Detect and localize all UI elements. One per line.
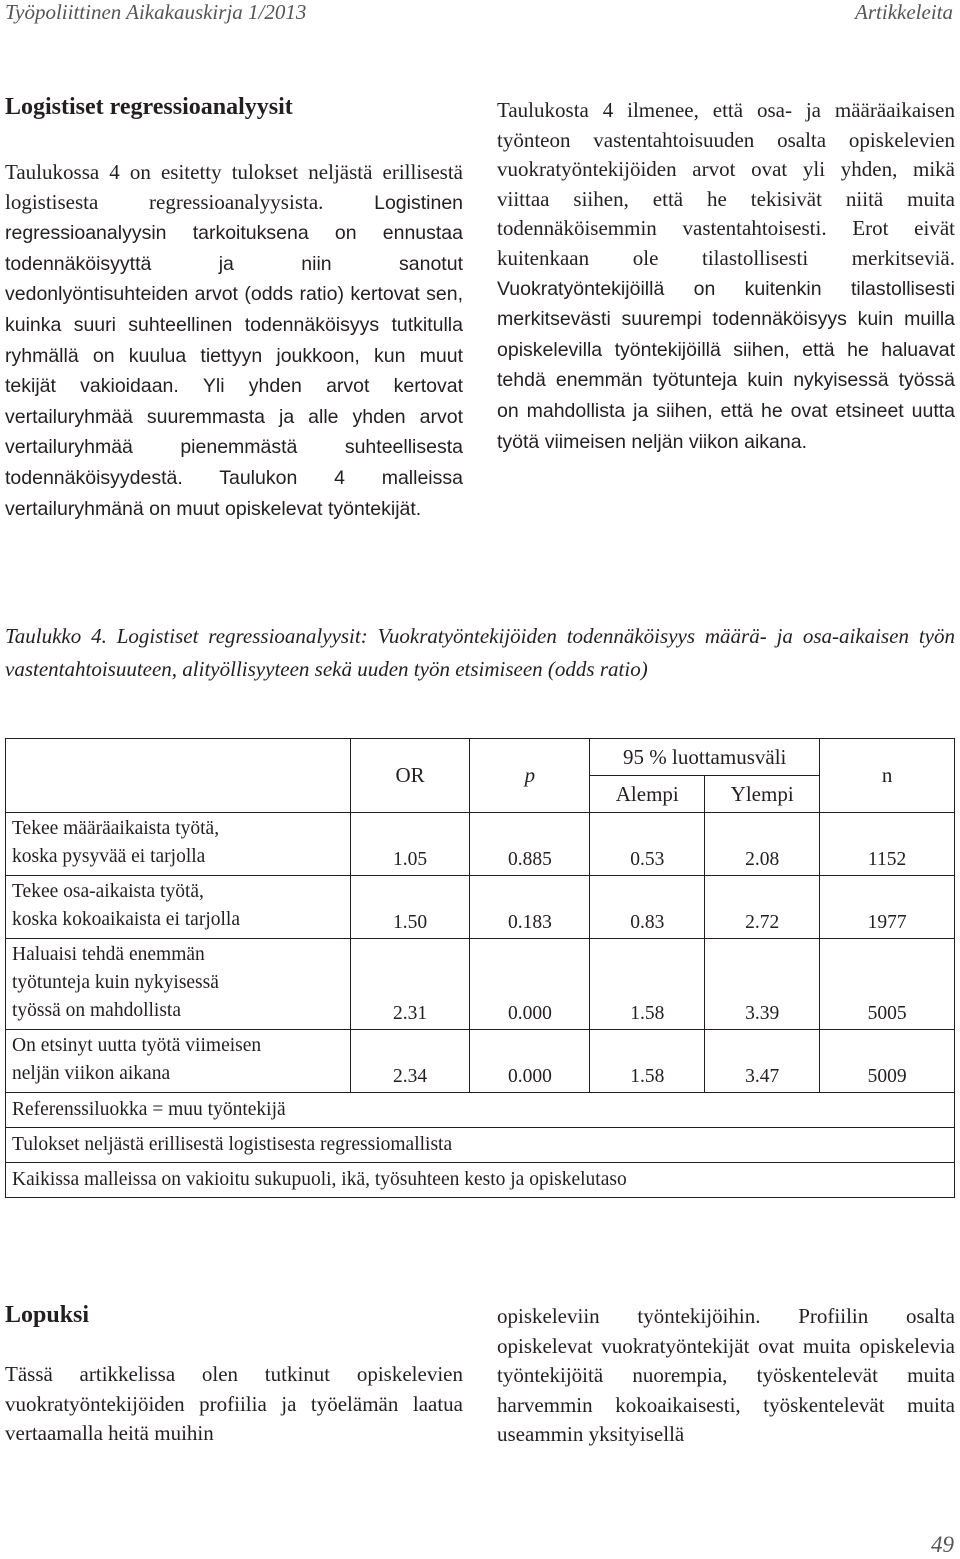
- cell-n: 5009: [820, 1030, 955, 1093]
- page-number: 49: [931, 1532, 954, 1557]
- journal-title: Työpoliittinen Aikakauskirja 1/2013: [5, 0, 307, 24]
- results-table: [5, 738, 955, 1198]
- header-p: p: [470, 739, 590, 813]
- table-row: [6, 1030, 955, 1093]
- section1-right-text-c: Vuokratyöntekijöillä on kuitenkin tilastollisesti merkitsevästi suurempi todennäköisyys kuin muilla opiskelevilla työntekijöillä siihen, että he haluavat tehdä enemmän työtunteja kuin nykyisessä työssä on mahdollista ja siihen, että he ovat etsineet uutta työtä viimeisen neljän viikon aikana.: [497, 277, 955, 453]
- cell-or: 2.34: [350, 1030, 470, 1093]
- section1-right-column: [497, 96, 955, 457]
- section1-title: Logistiset regressioanalyysit: [5, 94, 293, 120]
- cell-upper: 3.39: [705, 939, 820, 1030]
- cell-upper: 2.72: [705, 876, 820, 939]
- cell-or: 1.50: [350, 876, 470, 939]
- section1-text-a: Taulukossa 4 on esitetty tulokset neljästä erillisestä logistisesta regressioanalyysista.: [5, 160, 463, 214]
- header-empty-cell: [6, 739, 351, 813]
- cell-or: 2.31: [350, 939, 470, 1030]
- table-note-row: [6, 1093, 955, 1128]
- section-name: Artikkeleita: [855, 0, 953, 24]
- section1-right-text-b: Erot eivät kuitenkaan ole tilastollisesti merkitseviä.: [497, 216, 955, 270]
- cell-p: 0.000: [470, 1030, 590, 1093]
- cell-upper: 2.08: [705, 813, 820, 876]
- table-caption: Taulukko 4. Logistiset regressioanalyysit: Vuokratyöntekijöiden todennäköisyys määrä- ja osa-aikaisen työn vastentahtoisuuteen, alityöllisyyteen sekä uuden työn etsimiseen (odds ratio): [5, 624, 955, 681]
- header-upper: Ylempi: [705, 776, 820, 813]
- section1-text-b: Logistinen regressioanalyysin tarkoituksena on ennustaa todennäköisyyttä ja niin sanotut vedonlyöntisuhteiden arvot (odds ratio) kertovat sen, kuinka suuri suhteellinen todennäköisyys tutkitulla ryhmällä on kuulua tiettyyn joukkoon, kun muut tekijät vakioidaan.: [5, 191, 464, 398]
- section1-right-text-a: Taulukosta 4 ilmenee, että osa- ja määräaikaisen työnteon vastentahtoisuuden osalta opiskelevien vuokratyöntekijöiden arvot ovat yli yhden, mikä viittaa siihen, että he tekisivät niitä muita todennäköisemmin vastentahtoisesti.: [497, 98, 955, 241]
- row-label: Haluaisi tehdä enemmän työtunteja kuin nykyisessä työssä on mahdollista: [6, 939, 351, 1030]
- header-lower: Alempi: [590, 776, 705, 813]
- section2-right-text: opiskeleviin työntekijöihin. Profiilin osalta opiskelevat vuokratyöntekijät ovat muita opiskelevia työntekijöitä nuorempia, työskentelevät muita harvemmin kokoaikaisesti, työskentelevät muita useammin yksityisellä: [497, 1304, 955, 1447]
- cell-lower: 0.83: [590, 876, 705, 939]
- cell-p: 0.885: [470, 813, 590, 876]
- table-note-controls: Kaikissa malleissa on vakioitu sukupuoli, ikä, työsuhteen kesto ja opiskelutaso: [6, 1163, 955, 1198]
- cell-n: 5005: [820, 939, 955, 1030]
- cell-n: 1977: [820, 876, 955, 939]
- section2-right-column: [497, 1302, 955, 1450]
- cell-p: 0.183: [470, 876, 590, 939]
- row-label: Tekee osa-aikaista työtä, koska kokoaikaista ei tarjolla: [6, 876, 351, 939]
- running-header: [5, 0, 953, 26]
- table-note-reference: Referenssiluokka = muu työntekijä: [6, 1093, 955, 1128]
- section1-text-c: Yli yhden arvot kertovat vertailuryhmää suuremmasta ja alle yhden arvot vertailuryhmää pienemmästä suhteellisesta todennäköisyydestä. Taulukon 4 malleissa vertailuryhmänä on muut opiskelevat työntekijät.: [5, 375, 464, 520]
- section2-title: Lopuksi: [5, 1302, 90, 1328]
- table-row: [6, 939, 955, 1030]
- row-label: Tekee määräaikaista työtä, koska pysyvää ei tarjolla: [6, 813, 351, 876]
- table-note-models: Tulokset neljästä erillisestä logistisesta regressiomallista: [6, 1128, 955, 1163]
- cell-lower: 1.58: [590, 1030, 705, 1093]
- cell-lower: 0.53: [590, 813, 705, 876]
- header-n: n: [820, 739, 955, 813]
- header-ci: 95 % luottamusväli: [590, 739, 820, 776]
- cell-upper: 3.47: [705, 1030, 820, 1093]
- cell-n: 1152: [820, 813, 955, 876]
- section2-left-column: [5, 1300, 463, 1449]
- table-row: [6, 876, 955, 939]
- row-label: On etsinyt uutta työtä viimeisen neljän viikon aikana: [6, 1030, 351, 1093]
- section2-left-text: Tässä artikkelissa olen tutkinut opiskelevien vuokratyöntekijöiden profiilia ja työelämän laatua vertaamalla heitä muihin: [5, 1362, 463, 1446]
- cell-or: 1.05: [350, 813, 470, 876]
- table-row: [6, 813, 955, 876]
- header-or: OR: [350, 739, 470, 813]
- cell-p: 0.000: [470, 939, 590, 1030]
- table-note-row: [6, 1163, 955, 1198]
- section1-left-column: [5, 92, 463, 524]
- table-note-row: [6, 1128, 955, 1163]
- cell-lower: 1.58: [590, 939, 705, 1030]
